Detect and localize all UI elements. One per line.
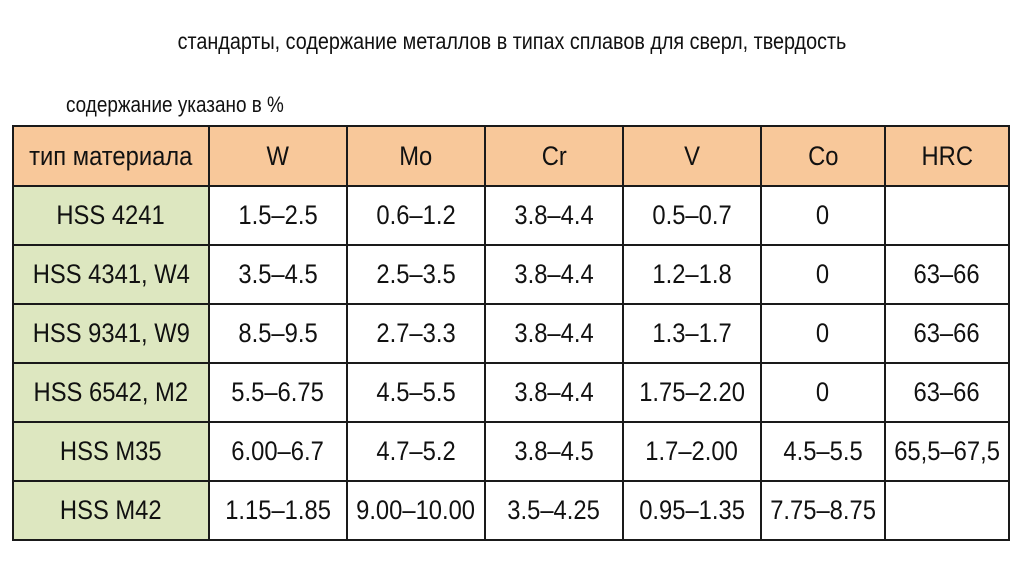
column-header-cr: Cr: [485, 126, 623, 186]
v-cell: 0.95–1.35: [623, 481, 761, 540]
mo-cell: 4.7–5.2: [347, 422, 485, 481]
cr-cell: 3.8–4.5: [485, 422, 623, 481]
table-header-row: [13, 126, 1009, 186]
hrc-cell: 65,5–67,5: [885, 422, 1009, 481]
co-cell: 0: [761, 304, 885, 363]
v-cell: 1.75–2.20: [623, 363, 761, 422]
mo-cell: 2.5–3.5: [347, 245, 485, 304]
mo-cell: 9.00–10.00: [347, 481, 485, 540]
table-caption: содержание указано в %: [66, 92, 284, 117]
cr-cell: 3.8–4.4: [485, 363, 623, 422]
co-cell: 4.5–5.5: [761, 422, 885, 481]
material-name-cell: HSS 4241: [13, 186, 209, 245]
table-row: [13, 186, 1009, 245]
page-title: стандарты, содержание металлов в типах сплавов для сверл, твердость: [177, 28, 847, 54]
column-header-co: Co: [761, 126, 885, 186]
v-cell: 0.5–0.7: [623, 186, 761, 245]
mo-cell: 2.7–3.3: [347, 304, 485, 363]
material-name-cell: HSS 4341, W4: [13, 245, 209, 304]
column-header-material: тип материала: [13, 126, 209, 186]
w-cell: 3.5–4.5: [209, 245, 347, 304]
hrc-cell: 63–66: [885, 245, 1009, 304]
mo-cell: 0.6–1.2: [347, 186, 485, 245]
column-header-mo: Mo: [347, 126, 485, 186]
co-cell: 0: [761, 363, 885, 422]
w-cell: 8.5–9.5: [209, 304, 347, 363]
co-cell: 0: [761, 186, 885, 245]
co-cell: 0: [761, 245, 885, 304]
v-cell: 1.7–2.00: [623, 422, 761, 481]
material-name-cell: HSS M42: [13, 481, 209, 540]
hrc-cell: [885, 481, 1009, 540]
cr-cell: 3.5–4.25: [485, 481, 623, 540]
cr-cell: 3.8–4.4: [485, 304, 623, 363]
material-name-cell: HSS 6542, M2: [13, 363, 209, 422]
column-header-w: W: [209, 126, 347, 186]
w-cell: 1.5–2.5: [209, 186, 347, 245]
co-cell: 7.75–8.75: [761, 481, 885, 540]
v-cell: 1.2–1.8: [623, 245, 761, 304]
table-row: [13, 422, 1009, 481]
hrc-cell: 63–66: [885, 304, 1009, 363]
table-row: [13, 481, 1009, 540]
w-cell: 5.5–6.75: [209, 363, 347, 422]
cr-cell: 3.8–4.4: [485, 186, 623, 245]
v-cell: 1.3–1.7: [623, 304, 761, 363]
alloy-composition-table: [12, 125, 1010, 541]
mo-cell: 4.5–5.5: [347, 363, 485, 422]
material-name-cell: HSS M35: [13, 422, 209, 481]
hrc-cell: [885, 186, 1009, 245]
table-row: [13, 304, 1009, 363]
w-cell: 1.15–1.85: [209, 481, 347, 540]
w-cell: 6.00–6.7: [209, 422, 347, 481]
material-name-cell: HSS 9341, W9: [13, 304, 209, 363]
column-header-v: V: [623, 126, 761, 186]
cr-cell: 3.8–4.4: [485, 245, 623, 304]
column-header-hrc: HRC: [885, 126, 1009, 186]
table-row: [13, 245, 1009, 304]
hrc-cell: 63–66: [885, 363, 1009, 422]
table-row: [13, 363, 1009, 422]
